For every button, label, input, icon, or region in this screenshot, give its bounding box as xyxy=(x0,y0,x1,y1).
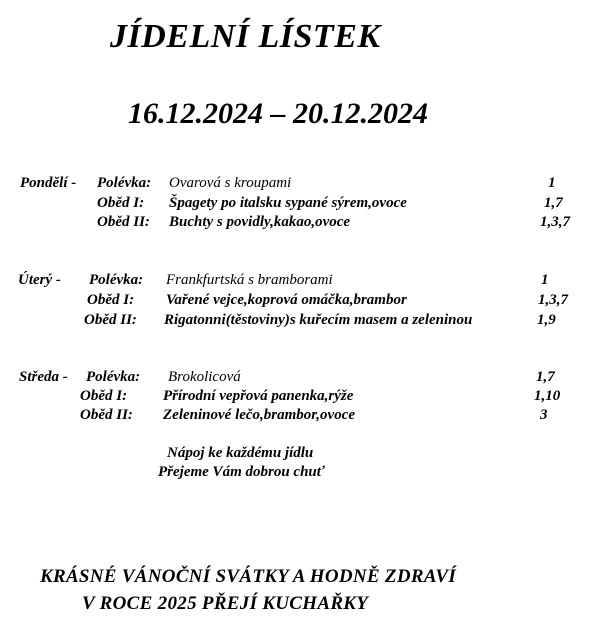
course-label: Polévka: xyxy=(89,272,144,288)
course-label: Polévka: xyxy=(97,175,152,191)
allergens: 1 xyxy=(541,272,549,288)
day-label-monday: Pondělí - xyxy=(20,175,77,191)
course-label: Oběd II: xyxy=(97,214,150,230)
dish-name: Ovarová s kroupami xyxy=(169,175,292,191)
course-label: Oběd I: xyxy=(80,388,128,404)
menu-title: JÍDELNÍ LÍSTEK xyxy=(110,18,381,55)
allergens: 1 xyxy=(548,175,556,191)
course-label: Oběd I: xyxy=(97,195,145,211)
dish-name: Přírodní vepřová panenka,rýže xyxy=(163,388,354,404)
drink-note: Nápoj ke každému jídlu xyxy=(167,445,314,461)
enjoy-note: Přejeme Vám dobrou chuť xyxy=(158,464,325,480)
wish-line-1: KRÁSNÉ VÁNOČNÍ SVÁTKY A HODNĚ ZDRAVÍ xyxy=(40,566,457,587)
dish-name: Zeleninové lečo,brambor,ovoce xyxy=(163,407,356,423)
day-label-wednesday: Středa - xyxy=(19,369,68,385)
course-label: Polévka: xyxy=(86,369,141,385)
day-label-tuesday: Úterý - xyxy=(18,272,61,288)
course-label: Oběd I: xyxy=(87,292,135,308)
dish-name: Rigatonni(těstoviny)s kuřecím masem a zeleninou xyxy=(164,312,473,328)
allergens: 1,3,7 xyxy=(538,292,568,308)
wish-line-2: V ROCE 2025 PŘEJÍ KUCHAŘKY xyxy=(82,593,369,614)
allergens: 1,7 xyxy=(544,195,563,211)
dish-name: Špagety po italsku sypané sýrem,ovoce xyxy=(169,195,407,211)
allergens: 1,9 xyxy=(537,312,556,328)
dish-name: Brokolicová xyxy=(168,369,241,385)
dish-name: Frankfurtská s bramborami xyxy=(166,272,333,288)
date-range: 16.12.2024 – 20.12.2024 xyxy=(128,97,428,130)
dish-name: Buchty s povidly,kakao,ovoce xyxy=(169,214,351,230)
dish-name: Vařené vejce,koprová omáčka,brambor xyxy=(166,292,407,308)
allergens: 1,10 xyxy=(534,388,561,404)
allergens: 1,3,7 xyxy=(540,214,570,230)
course-label: Oběd II: xyxy=(80,407,133,423)
allergens: 3 xyxy=(540,407,548,423)
course-label: Oběd II: xyxy=(84,312,137,328)
allergens: 1,7 xyxy=(536,369,555,385)
